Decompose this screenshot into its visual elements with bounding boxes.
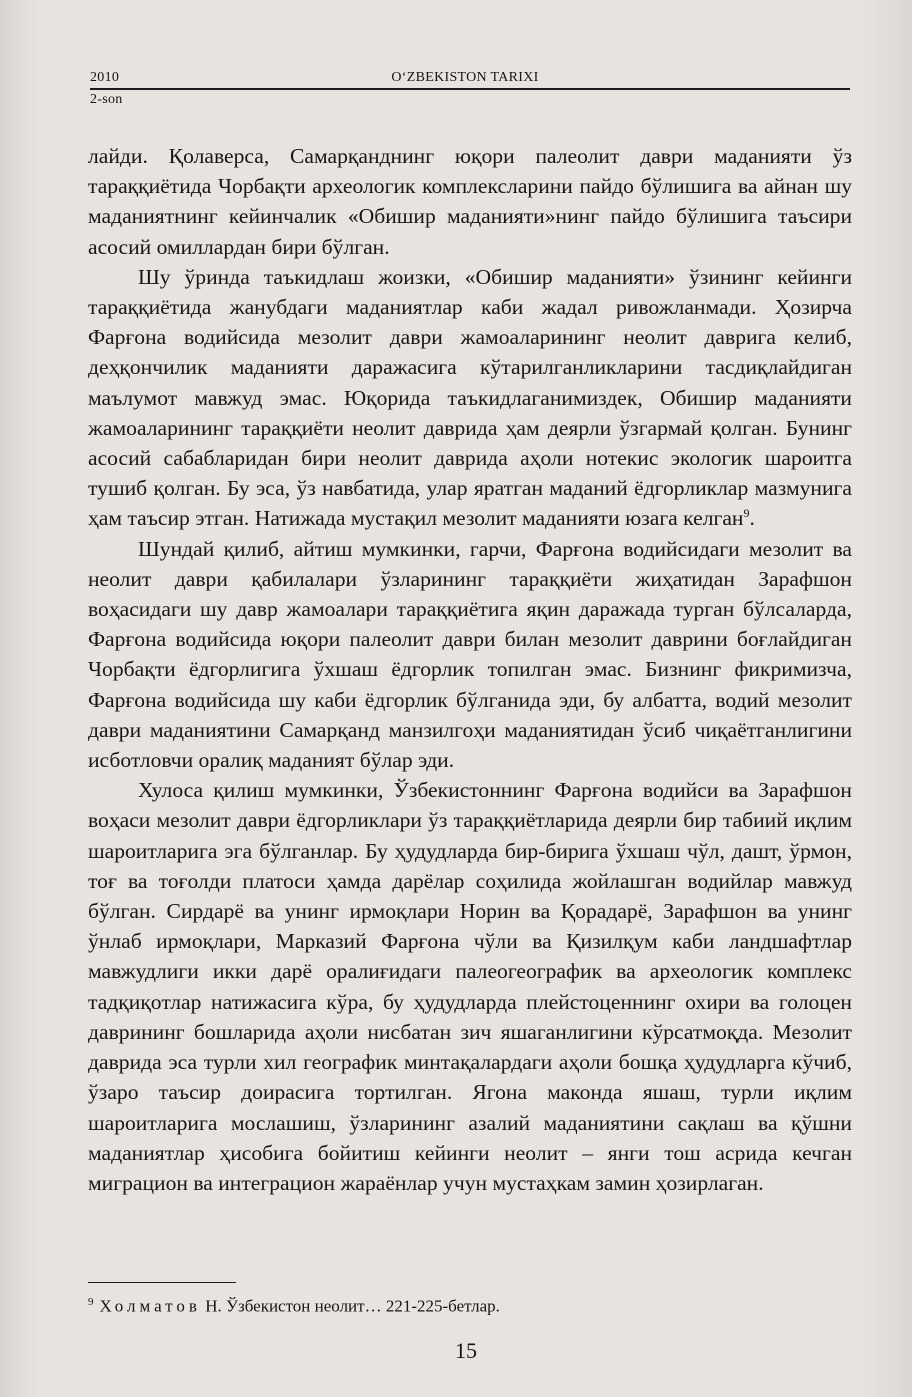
footnote	[88, 1291, 852, 1318]
footnote-separator	[88, 1282, 236, 1283]
footnote-author: Холматов	[99, 1296, 201, 1316]
paragraph-1	[88, 141, 852, 262]
paragraph-text: Шу ўринда таъкидлаш жоизки, «Обишир маданияти» ўзининг кейинги тараққиётида жанубдаги маданиятлар каби жадал ривожланмади. Ҳозирча Фарғона водийсида мезолит даври жамоаларининг неолит даврига келиб, деҳқончилик маданияти даражасига кўтарилганликларини тасдиқлайдиган маълумот мавжуд эмас. Юқорида таъкидлаганимиздек, Обишир маданияти жамоаларининг тараққиёти неолит даврида ҳам деярли ўзгармай қолган. Бунинг асосий сабабларидан бири неолит даврида аҳоли нотекис экологик шароитга тушиб қолган. Бу эса, ўз навбатида, улар яратган маданий ёдгорликлар мазмунига ҳам таъсир этган. Натижада мустақил мезолит маданияти юзага келган	[88, 264, 852, 531]
paragraph-text: Шундай қилиб, айтиш мумкинки, гарчи, Фарғона водийсидаги мезолит ва неолит даври қабилалари ўзларининг тараққиёти жиҳатидан Зарафшон воҳасидаги шу давр жамоалари тараққиётига яқин даражада турган бўлсаларда, Фарғона водийсида юқори палеолит даври билан мезолит даврини боғлайдиган Чорбақти ёдгорлигига ўхшаш ёдгорлик топилган эмас. Бизнинг фикримизча, Фарғона водийсида шу каби ёдгорлик бўлганида эди, бу албатта, водий мезолит даври маданиятини Самарқанд манзилгоҳи маданиятидан ўсиб чиқаётганлигини исботловчи оралиқ маданият бўлар эди.	[88, 536, 852, 773]
paragraph-tail: .	[749, 506, 755, 531]
header-rule	[90, 88, 850, 90]
footnote-reference[interactable]: 9	[743, 506, 750, 521]
article-body	[88, 141, 852, 1198]
paragraph-4	[88, 775, 852, 1198]
page-number: 15	[455, 1338, 477, 1363]
paragraph-3	[88, 534, 852, 776]
header-issue: 2-son	[90, 92, 123, 107]
header-year: 2010	[90, 70, 120, 85]
footnote-mark: 9	[88, 1296, 94, 1308]
header-journal-title: O‘ZBEKISTON TARIXI	[391, 70, 539, 85]
paragraph-text: Хулоса қилиш мумкинки, Ўзбекистоннинг Фарғона водийси ва Зарафшон воҳаси мезолит даври ёдгорликлари ўз тараққиётларида деярли бир табиий иқлим шароитларига эга бўлганлар. Бу ҳудудларда бир-бирига ўхшаш чўл, дашт, ўрмон, тоғ ва тоғолди платоси ҳамда дарёлар соҳилида жойлашган водийлар мавжуд бўлган. Сирдарё ва унинг ирмоқлари Норин ва Қорадарё, Зарафшон ва унинг ўнлаб ирмоқлари, Марказий Фарғона чўли ва Қизилқум каби ландшафтлар мавжудлиги икки дарё оралиғидаги палеогеографик ва археологик комплекс тадқиқотлар натижасига кўра, бу ҳудудларда плейстоценнинг охири ва голоцен даврининг бошларида аҳоли нисбатан зич яшаганлигини кўрсатмоқда. Мезолит даврида эса турли хил географик минтақалардаги аҳоли бошқа ҳудудларга кўчиб, ўзаро таъсир доирасига тортилган. Ягона маконда яшаш, турли иқлим шароитларига мослашиш, ўзларининг азалий маданиятини сақлаш ва қўшни маданиятлар ҳисобига бойитиш кейинги неолит – янги тош асрида кечган миграцион ва интеграцион жараёнлар учун мустаҳкам замин ҳозирлаган.	[88, 778, 852, 1195]
paragraph-text: лайди. Қолаверса, Самарқанднинг юқори палеолит даври маданияти ўз тараққиётида Чорбақти археологик комплексларини пайдо бўлишига ва айнан шу маданиятнинг кейинчалик «Обишир маданияти»нинг пайдо бўлишига таъсири асосий омиллардан бири бўлган.	[88, 144, 852, 259]
paragraph-2	[88, 262, 852, 534]
footnote-citation: Н. Ўзбекистон неолит… 221-225-бетлар.	[200, 1296, 500, 1316]
running-header	[90, 66, 850, 108]
